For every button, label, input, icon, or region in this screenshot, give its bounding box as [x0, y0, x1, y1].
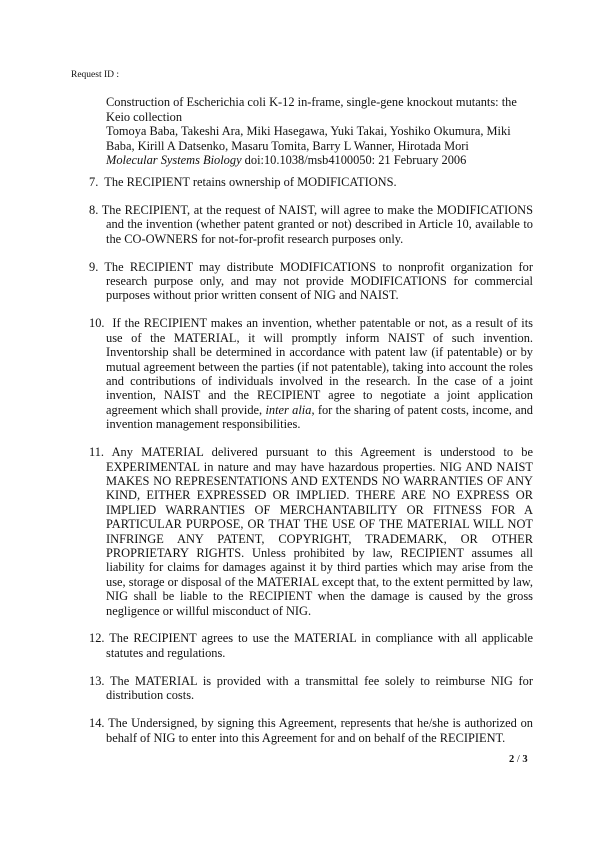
clause-text: If the RECIPIENT makes an invention, whether patentable or not, as a result of its use of the MATERIAL, it will promptly inform NAIST of such invention. Inventorship shall be determined in accordance with patent law (if patentable) or by mutual agreement between the parties (if not patentable), taking into account the roles and contributions of individuals involved in the research. In the case of a joint invention, NAIST and the RECIPIENT agree to negotiate a joint application agreement which shall provide,: [106, 316, 533, 417]
page-total: 3: [522, 754, 528, 765]
clause-number: 12.: [89, 631, 105, 646]
request-id-label: Request ID :: [71, 70, 120, 80]
page-separator: /: [514, 754, 523, 765]
clause-text-tail: , for the sharing of patent costs, income, and invention management responsibilities.: [106, 402, 533, 432]
reference-journal: Molecular Systems Biology: [106, 153, 242, 167]
clause-number: 9.: [89, 259, 99, 274]
clause-number: 7.: [89, 175, 99, 189]
clause-text: The RECIPIENT may distribute MODIFICATIONS to nonprofit organization for research purpose only, and may not provide MODIFICATIONS for commercial purposes without prior written consent of NIG and NAIST.: [104, 259, 533, 303]
clause-11: [89, 445, 533, 618]
clause-text: The RECIPIENT, at the request of NAIST, will agree to make the MODIFICATIONS and the invention (whether patent granted or not) described in Article 10, available to the CO-OWNERS for not-for-profit research purposes only.: [101, 202, 533, 246]
reference-doi-date: doi:10.1038/msb4100050: 21 February 2006: [241, 153, 467, 167]
clause-number: 8.: [89, 202, 99, 217]
reference-block: [106, 95, 536, 168]
page-number: [509, 754, 528, 765]
agreement-clauses: [89, 175, 533, 758]
clause-14: [89, 716, 533, 745]
clause-text: The RECIPIENT agrees to use the MATERIAL in compliance with all applicable statutes and regulations.: [106, 631, 534, 660]
reference-title: Construction of Escherichia coli K-12 in-frame, single-gene knockout mutants: the Keio collection: [106, 95, 517, 124]
clause-text: The RECIPIENT retains ownership of MODIFICATIONS.: [104, 175, 397, 189]
clause-text: Any MATERIAL delivered pursuant to this Agreement is understood to be EXPERIMENTAL in nature and may have hazardous properties. NIG AND NAIST MAKES NO REPRESENTATIONS AND EXTENDS NO WARRANTIES OF ANY KIND, EITHER EXPRESSED OR IMPLIED. THERE ARE NO EXPRESS OR IMPLIED WARRANTIES OF MERCHANTABILITY OR FITNESS FOR A PARTICULAR PURPOSE, OR THAT THE USE OF THE MATERIAL WILL NOT INFRINGE ANY PATENT, COPYRIGHT, TRADEMARK, OR OTHER PROPRIETARY RIGHTS. Unless prohibited by law, RECIPIENT assumes all liability for claims for damages against it by third parties which may arise from the use, storage or disposal of the MATERIAL except that, to the extent permitted by law, NIG shall be liable to the RECIPIENT when the damage is caused by the gross negligence or willful misconduct of NIG.: [106, 445, 533, 618]
clause-9: [89, 260, 533, 303]
clause-7: [89, 175, 533, 189]
clause-12: [89, 631, 533, 660]
clause-text: The Undersigned, by signing this Agreement, represents that he/she is authorized on behalf of NIG to enter into this Agreement for and on behalf of the RECIPIENT.: [106, 716, 533, 745]
clause-text: The MATERIAL is provided with a transmittal fee solely to reimburse NIG for distribution costs.: [106, 673, 533, 703]
clause-number: 10.: [89, 316, 105, 331]
clause-10: [89, 316, 533, 431]
clause-number: 14.: [89, 716, 105, 731]
reference-citation: [106, 153, 536, 168]
clause-italic-term: inter alia: [265, 402, 312, 417]
clause-13: [89, 674, 533, 703]
reference-authors: Tomoya Baba, Takeshi Ara, Miki Hasegawa, Yuki Takai, Yoshiko Okumura, Miki Baba, Kirill A Datsenko, Masaru Tomita, Barry L Wanner, Hirotada Mori: [106, 124, 511, 153]
page-current: 2: [509, 754, 515, 765]
clause-number: 13.: [89, 673, 105, 688]
clause-8: [89, 203, 533, 246]
clause-number: 11.: [89, 445, 105, 460]
